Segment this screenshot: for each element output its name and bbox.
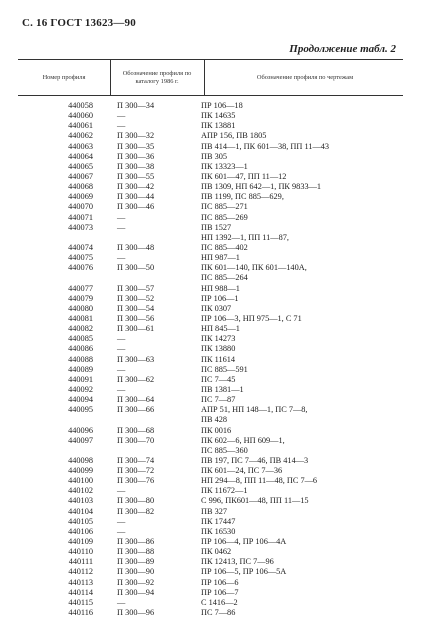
table-row xyxy=(18,314,403,324)
cell-catalog-designation: П 300—32 xyxy=(117,131,155,141)
cell-profile-number: 440113 xyxy=(68,577,93,587)
table-row xyxy=(18,233,403,243)
cell-catalog-designation: — xyxy=(117,111,126,121)
cell-profile-number: 440098 xyxy=(68,455,93,465)
cell-drawing-designation: ПК 16530 xyxy=(201,526,236,536)
cell-catalog-designation: — xyxy=(117,597,126,607)
cell-drawing-designation: ПК 601—140, ПК 601—140А, xyxy=(201,263,307,273)
cell-drawing-designation: ПВ 305 xyxy=(201,151,228,161)
table-row xyxy=(18,142,403,152)
cell-catalog-designation: П 300—86 xyxy=(117,537,155,547)
table-row xyxy=(18,223,403,233)
table-row xyxy=(18,507,403,517)
table-row xyxy=(18,476,403,486)
cell-drawing-designation: ПК 0462 xyxy=(201,547,232,557)
table-row xyxy=(18,405,403,415)
column-header-drawing-designation: Обозначение профиля по чертежам xyxy=(256,73,354,81)
cell-drawing-designation: ПК 12413, ПС 7—96 xyxy=(201,557,274,567)
cell-catalog-designation: П 300—52 xyxy=(117,293,155,303)
table-row xyxy=(18,304,403,314)
cell-catalog-designation: П 300—64 xyxy=(117,395,155,405)
table-row xyxy=(18,172,403,182)
cell-drawing-designation: ПС 885—360 xyxy=(201,445,248,455)
table-row xyxy=(18,243,403,253)
table-continuation-label: Продолжение табл. 2 xyxy=(289,43,396,55)
cell-drawing-designation: НП 988—1 xyxy=(201,283,240,293)
cell-catalog-designation: П 300—34 xyxy=(117,101,155,110)
table-row xyxy=(18,355,403,365)
cell-drawing-designation: ПС 885—269 xyxy=(201,212,248,222)
table-row xyxy=(18,131,403,141)
table-row xyxy=(18,324,403,334)
cell-catalog-designation: — xyxy=(117,516,126,526)
cell-catalog-designation: П 300—48 xyxy=(117,242,155,252)
table-row xyxy=(18,253,403,263)
cell-profile-number: 440110 xyxy=(68,547,93,557)
cell-drawing-designation: ПС 885—271 xyxy=(201,202,248,212)
cell-drawing-designation: НП 987—1 xyxy=(201,253,240,263)
table-row xyxy=(18,517,403,527)
cell-drawing-designation: ПР 106—18 xyxy=(201,101,243,110)
cell-catalog-designation: — xyxy=(117,212,126,222)
cell-drawing-designation: ПС 7—45 xyxy=(201,374,236,384)
cell-profile-number: 440068 xyxy=(68,182,93,192)
table-row xyxy=(18,456,403,466)
cell-catalog-designation: — xyxy=(117,121,126,131)
cell-drawing-designation: ПК 601—47, ПП 11—12 xyxy=(201,171,287,181)
cell-drawing-designation: ПВ 1527 xyxy=(201,222,232,232)
cell-catalog-designation: П 300—92 xyxy=(117,577,155,587)
cell-drawing-designation: ПС 7—86 xyxy=(201,608,236,618)
cell-drawing-designation: ПК 0307 xyxy=(201,303,232,313)
table-row xyxy=(18,446,403,456)
table-row xyxy=(18,334,403,344)
column-divider xyxy=(204,60,205,95)
cell-profile-number: 440106 xyxy=(68,526,93,536)
table-row xyxy=(18,192,403,202)
cell-drawing-designation: ПР 106—7 xyxy=(201,587,239,597)
cell-catalog-designation: П 300—57 xyxy=(117,283,155,293)
table-row xyxy=(18,486,403,496)
cell-drawing-designation: ПВ 197, ПС 7—46, ПВ 414—3 xyxy=(201,455,309,465)
column-header-catalog-designation: Обозначение профиля по каталогу 1986 г. xyxy=(122,69,192,85)
cell-drawing-designation: ПВ 1309, НП 642—1, ПК 9833—1 xyxy=(201,182,322,192)
table-row xyxy=(18,152,403,162)
cell-profile-number: 440079 xyxy=(68,293,93,303)
cell-profile-number: 440076 xyxy=(68,263,93,273)
cell-drawing-designation: ПС 885—264 xyxy=(201,273,248,283)
table-row xyxy=(18,588,403,598)
cell-catalog-designation: П 300—66 xyxy=(117,405,155,415)
cell-catalog-designation: П 300—46 xyxy=(117,202,155,212)
cell-catalog-designation: П 300—68 xyxy=(117,425,155,435)
cell-catalog-designation: П 300—56 xyxy=(117,313,155,323)
cell-profile-number: 440114 xyxy=(68,587,93,597)
cell-catalog-designation: П 300—36 xyxy=(117,151,155,161)
table-row xyxy=(18,284,403,294)
cell-profile-number: 440081 xyxy=(68,313,93,323)
table-row xyxy=(18,365,403,375)
cell-drawing-designation: ПК 14273 xyxy=(201,334,236,344)
cell-profile-number: 440096 xyxy=(68,425,93,435)
cell-catalog-designation: — xyxy=(117,526,126,536)
cell-catalog-designation: П 300—74 xyxy=(117,455,155,465)
cell-profile-number: 440097 xyxy=(68,435,93,445)
cell-catalog-designation: П 300—35 xyxy=(117,141,155,151)
table-row xyxy=(18,162,403,172)
cell-profile-number: 440115 xyxy=(68,597,93,607)
cell-catalog-designation: П 300—72 xyxy=(117,466,155,476)
cell-catalog-designation: П 300—38 xyxy=(117,161,155,171)
table-row xyxy=(18,121,403,131)
table-row xyxy=(18,111,403,121)
table-row xyxy=(18,598,403,608)
cell-profile-number: 440080 xyxy=(68,303,93,313)
cell-drawing-designation: АПР 156, ПВ 1805 xyxy=(201,131,267,141)
cell-catalog-designation: П 300—44 xyxy=(117,192,155,202)
cell-profile-number: 440065 xyxy=(68,161,93,171)
cell-profile-number: 440111 xyxy=(68,557,93,567)
cell-catalog-designation: — xyxy=(117,384,126,394)
table-row xyxy=(18,578,403,588)
cell-catalog-designation: — xyxy=(117,486,126,496)
table-row xyxy=(18,395,403,405)
table-row xyxy=(18,436,403,446)
table-row xyxy=(18,344,403,354)
table-row xyxy=(18,385,403,395)
cell-drawing-designation: ПВ 428 xyxy=(201,415,228,425)
table-row xyxy=(18,527,403,537)
cell-profile-number: 440073 xyxy=(68,222,93,232)
table-row xyxy=(18,202,403,212)
cell-profile-number: 440094 xyxy=(68,395,93,405)
table-row xyxy=(18,415,403,425)
table-row xyxy=(18,496,403,506)
column-header-profile-number: Номер профиля xyxy=(42,73,86,81)
cell-profile-number: 440060 xyxy=(68,111,93,121)
table-row xyxy=(18,273,403,283)
cell-profile-number: 440067 xyxy=(68,171,93,181)
cell-catalog-designation: П 300—88 xyxy=(117,547,155,557)
cell-catalog-designation: П 300—50 xyxy=(117,263,155,273)
cell-drawing-designation: ПР 106—3, НП 975—1, С 71 xyxy=(201,313,302,323)
cell-profile-number: 440071 xyxy=(68,212,93,222)
cell-profile-number: 440085 xyxy=(68,334,93,344)
cell-catalog-designation: П 300—82 xyxy=(117,506,155,516)
cell-profile-number: 440064 xyxy=(68,151,93,161)
cell-drawing-designation: НП 845—1 xyxy=(201,324,240,334)
table-row xyxy=(18,375,403,385)
cell-catalog-designation: П 300—80 xyxy=(117,496,155,506)
cell-profile-number: 440109 xyxy=(68,537,93,547)
cell-drawing-designation: НП 1392—1, ПП 11—87, xyxy=(201,232,289,242)
cell-drawing-designation: ПР 106—5, ПР 106—5А xyxy=(201,567,287,577)
cell-profile-number: 440061 xyxy=(68,121,93,131)
cell-catalog-designation: П 300—54 xyxy=(117,303,155,313)
cell-profile-number: 440091 xyxy=(68,374,93,384)
cell-catalog-designation: П 300—76 xyxy=(117,476,155,486)
cell-profile-number: 440063 xyxy=(68,141,93,151)
cell-catalog-designation: — xyxy=(117,344,126,354)
cell-profile-number: 440077 xyxy=(68,283,93,293)
cell-drawing-designation: ПК 13323—1 xyxy=(201,161,248,171)
cell-profile-number: 440069 xyxy=(68,192,93,202)
cell-drawing-designation: ПК 11672—1 xyxy=(201,486,248,496)
table-row xyxy=(18,557,403,567)
table-header xyxy=(18,59,403,96)
cell-drawing-designation: С 996, ПК601—48, ПП 11—15 xyxy=(201,496,309,506)
cell-drawing-designation: ПК 11614 xyxy=(201,354,236,364)
cell-profile-number: 440086 xyxy=(68,344,93,354)
cell-drawing-designation: ПВ 1381—1 xyxy=(201,384,244,394)
cell-drawing-designation: ПК 14635 xyxy=(201,111,236,121)
cell-profile-number: 440102 xyxy=(68,486,93,496)
cell-profile-number: 440058 xyxy=(68,101,93,110)
table-row xyxy=(18,101,403,111)
table-body xyxy=(18,101,403,618)
cell-profile-number: 440095 xyxy=(68,405,93,415)
cell-drawing-designation: ПВ 1199, ПС 885—629, xyxy=(201,192,284,202)
cell-drawing-designation: ПВ 414—1, ПК 601—38, ПП 11—43 xyxy=(201,141,330,151)
cell-catalog-designation: — xyxy=(117,222,126,232)
cell-drawing-designation: ПС 885—402 xyxy=(201,242,248,252)
table-row xyxy=(18,466,403,476)
cell-profile-number: 440089 xyxy=(68,364,93,374)
cell-profile-number: 440105 xyxy=(68,516,93,526)
cell-profile-number: 440070 xyxy=(68,202,93,212)
cell-catalog-designation: П 300—94 xyxy=(117,587,155,597)
cell-catalog-designation: П 300—89 xyxy=(117,557,155,567)
cell-profile-number: 440103 xyxy=(68,496,93,506)
cell-catalog-designation: П 300—96 xyxy=(117,608,155,618)
cell-profile-number: 440075 xyxy=(68,253,93,263)
cell-drawing-designation: ПР 106—6 xyxy=(201,577,239,587)
cell-catalog-designation: П 300—63 xyxy=(117,354,155,364)
cell-catalog-designation: — xyxy=(117,253,126,263)
cell-catalog-designation: П 300—55 xyxy=(117,171,155,181)
table-row xyxy=(18,213,403,223)
cell-drawing-designation: АПР 51, НП 148—1, ПС 7—8, xyxy=(201,405,308,415)
cell-profile-number: 440088 xyxy=(68,354,93,364)
cell-drawing-designation: ПС 7—87 xyxy=(201,395,236,405)
cell-catalog-designation: П 300—90 xyxy=(117,567,155,577)
table-row xyxy=(18,294,403,304)
cell-profile-number: 440104 xyxy=(68,506,93,516)
cell-drawing-designation: ПР 106—4, ПР 106—4А xyxy=(201,537,287,547)
cell-drawing-designation: ПР 106—1 xyxy=(201,293,239,303)
table-row xyxy=(18,426,403,436)
cell-profile-number: 440062 xyxy=(68,131,93,141)
cell-catalog-designation: П 300—42 xyxy=(117,182,155,192)
column-divider xyxy=(110,60,111,95)
cell-profile-number: 440099 xyxy=(68,466,93,476)
cell-profile-number: 440074 xyxy=(68,242,93,252)
cell-drawing-designation: ПК 601—24, ПС 7—36 xyxy=(201,466,283,476)
cell-catalog-designation: — xyxy=(117,364,126,374)
cell-profile-number: 440092 xyxy=(68,384,93,394)
cell-profile-number: 440116 xyxy=(68,608,93,618)
cell-drawing-designation: ПК 0016 xyxy=(201,425,232,435)
table-row xyxy=(18,547,403,557)
cell-catalog-designation: — xyxy=(117,334,126,344)
cell-drawing-designation: ПК 13880 xyxy=(201,344,236,354)
cell-drawing-designation: НП 294—8, ПП 11—48, ПС 7—6 xyxy=(201,476,318,486)
cell-drawing-designation: ПК 13881 xyxy=(201,121,236,131)
cell-catalog-designation: П 300—61 xyxy=(117,324,155,334)
table-row xyxy=(18,263,403,273)
cell-drawing-designation: ПК 602—6, НП 609—1, xyxy=(201,435,285,445)
cell-catalog-designation: П 300—62 xyxy=(117,374,155,384)
cell-drawing-designation: ПВ 327 xyxy=(201,506,228,516)
cell-catalog-designation: П 300—70 xyxy=(117,435,155,445)
cell-profile-number: 440100 xyxy=(68,476,93,486)
cell-drawing-designation: ПС 885—591 xyxy=(201,364,248,374)
cell-profile-number: 440112 xyxy=(68,567,93,577)
cell-drawing-designation: С 1416—2 xyxy=(201,597,238,607)
table-row xyxy=(18,567,403,577)
table-row xyxy=(18,608,403,618)
table-row xyxy=(18,537,403,547)
page-header: С. 16 ГОСТ 13623—90 xyxy=(22,17,136,29)
cell-profile-number: 440082 xyxy=(68,324,93,334)
cell-drawing-designation: ПК 17447 xyxy=(201,516,236,526)
table-row xyxy=(18,182,403,192)
